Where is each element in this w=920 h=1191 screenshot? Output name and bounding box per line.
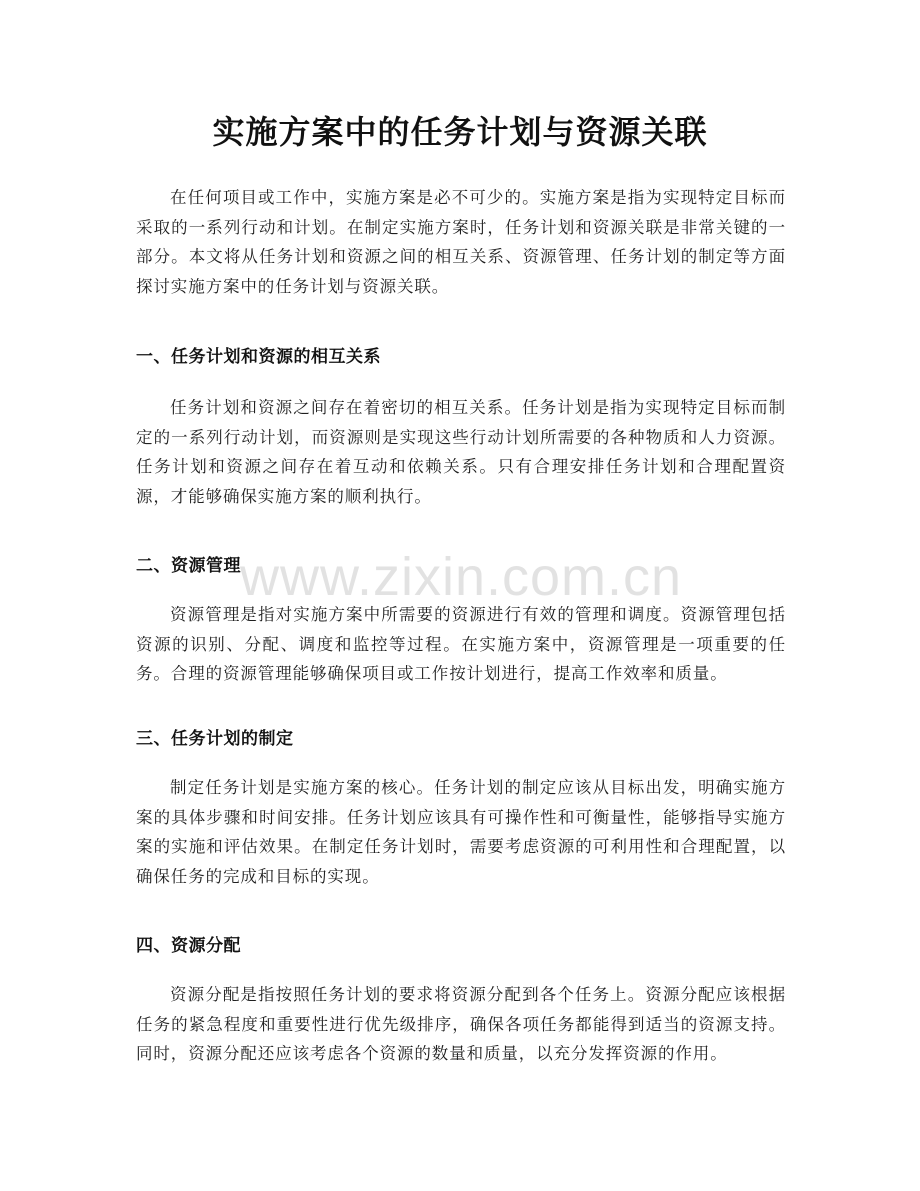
watermark: www.zixin.com.cn [239, 547, 683, 607]
section-heading-4: 四、资源分配 [136, 936, 241, 956]
section-heading-1: 一、任务计划和资源的相互关系 [136, 347, 381, 367]
section-heading-3: 三、任务计划的制定 [136, 729, 294, 749]
section-body-4: 资源分配是指按照任务计划的要求将资源分配到各个任务上。资源分配应该根据任务的紧急程度和重要性进行优先级排序，确保各项任务都能得到适当的资源支持。同时，资源分配还应该考虑各个资源的数量和质量，以充分发挥资源的作用。 [136, 985, 786, 1064]
intro-paragraph: 在任何项目或工作中，实施方案是必不可少的。实施方案是指为实现特定目标而采取的一系列行动和计划。在制定实施方案时，任务计划和资源关联是非常关键的一部分。本文将从任务计划和资源之间的相互关系、资源管理、任务计划的制定等方面探讨实施方案中的任务计划与资源关联。 [136, 188, 786, 296]
section-heading-2: 二、资源管理 [136, 556, 241, 576]
section-body-1: 任务计划和资源之间存在着密切的相互关系。任务计划是指为实现特定目标而制定的一系列行动计划，而资源则是实现这些行动计划所需要的各种物质和人力资源。任务计划和资源之间存在着互动和依赖关系。只有合理安排任务计划和合理配置资源，才能够确保实施方案的顺利执行。 [136, 398, 786, 506]
section-body-3: 制定任务计划是实施方案的核心。任务计划的制定应该从目标出发，明确实施方案的具体步骤和时间安排。任务计划应该具有可操作性和可衡量性，能够指导实施方案的实施和评估效果。在制定任务计划时，需要考虑资源的可利用性和合理配置，以确保任务的完成和目标的实现。 [136, 778, 786, 886]
section-body-2: 资源管理是指对实施方案中所需要的资源进行有效的管理和调度。资源管理包括资源的识别、分配、调度和监控等过程。在实施方案中，资源管理是一项重要的任务。合理的资源管理能够确保项目或工作按计划进行，提高工作效率和质量。 [136, 605, 786, 684]
document-title: 实施方案中的任务计划与资源关联 [212, 113, 708, 151]
